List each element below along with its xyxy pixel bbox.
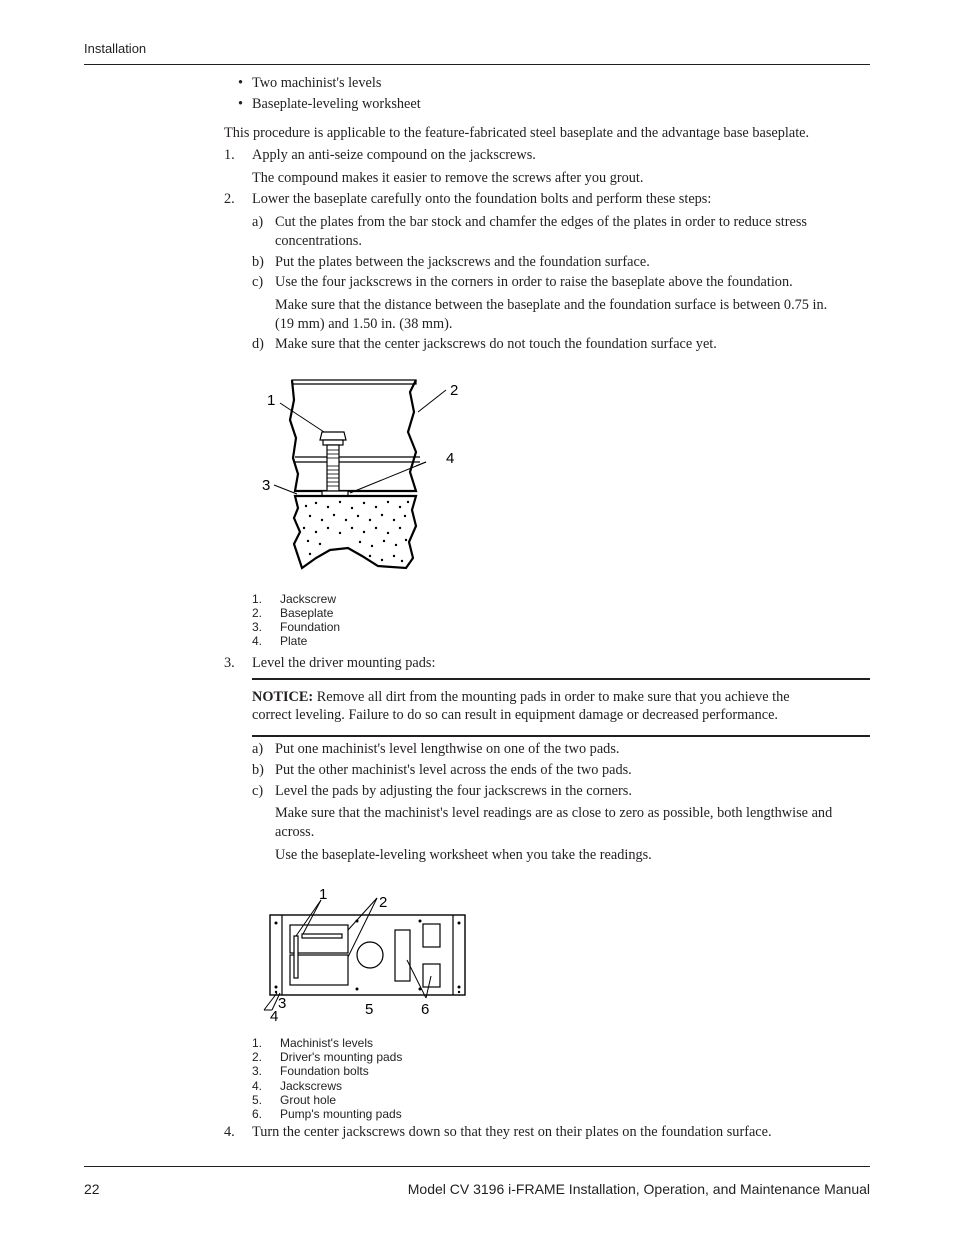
substep-text: concentrations. <box>275 233 362 249</box>
step-number: 2. <box>224 191 235 207</box>
substep-text: Put the plates between the jackscrews and the foundation surface. <box>275 254 650 270</box>
substep-text: Cut the plates from the bar stock and chamfer the edges of the plates in order to reduce stress <box>275 214 807 230</box>
step-number: 1. <box>224 147 235 163</box>
notice-bottom-rule <box>252 735 870 737</box>
intro-paragraph: This procedure is applicable to the feature-fabricated steel baseplate and the advantage base baseplate. <box>224 125 810 141</box>
callout-number: 6 <box>421 1001 430 1018</box>
substep-label: a) <box>252 214 264 230</box>
substep-note: Make sure that the machinist's level readings are as close to zero as possible, both lengthwise and <box>275 805 833 821</box>
substep-note: Make sure that the distance between the baseplate and the foundation surface is between 0.75 in. <box>275 297 828 313</box>
step-text: Apply an anti-seize compound on the jackscrews. <box>252 147 536 163</box>
substep-label: c) <box>252 274 264 290</box>
bullet-item: Two machinist's levels <box>252 75 382 91</box>
notice-text <box>252 688 790 707</box>
running-header: Installation <box>84 41 147 56</box>
notice-label: NOTICE: <box>252 689 314 705</box>
callout-number: 4 <box>446 450 455 467</box>
callout-number: 3 <box>278 995 287 1012</box>
substep-label: b) <box>252 254 264 270</box>
substep-label: a) <box>252 741 264 757</box>
step-text: Level the driver mounting pads: <box>252 655 436 671</box>
step-text: Turn the center jackscrews down so that they rest on their plates on the foundation surface. <box>252 1124 772 1140</box>
substep-label: c) <box>252 783 264 799</box>
footer-rule <box>84 1166 870 1167</box>
callout-number: 3 <box>262 477 271 494</box>
substep-note: (19 mm) and 1.50 in. (38 mm). <box>275 316 453 332</box>
manual-title: Model CV 3196 i-FRAME Installation, Operation, and Maintenance Manual <box>407 1181 870 1197</box>
step-note: The compound makes it easier to remove the screws after you grout. <box>252 170 644 186</box>
callout-number: 2 <box>450 382 459 399</box>
step-number: 4. <box>224 1124 235 1140</box>
substep-text: Use the four jackscrews in the corners in order to raise the baseplate above the foundation. <box>275 274 793 290</box>
substep-text: Level the pads by adjusting the four jackscrews in the corners. <box>275 783 632 799</box>
bullet-item: Baseplate-leveling worksheet <box>252 96 421 112</box>
callout-number: 1 <box>267 392 276 409</box>
notice-top-rule <box>252 678 870 680</box>
baseplate-top-view-figure <box>255 880 475 1030</box>
page-number: 22 <box>84 1181 100 1197</box>
substep-note: across. <box>275 824 315 840</box>
callout-number: 1 <box>319 886 328 903</box>
substep-text: Put one machinist's level lengthwise on one of the two pads. <box>275 741 620 757</box>
substep-text: Make sure that the center jackscrews do not touch the foundation surface yet. <box>275 336 717 352</box>
bullet-marker: • <box>238 96 244 112</box>
substep-text: Put the other machinist's level across the ends of the two pads. <box>275 762 632 778</box>
header-rule <box>84 64 870 65</box>
notice-line: correct leveling. Failure to do so can result in equipment damage or decreased performance. <box>252 707 778 723</box>
step-text: Lower the baseplate carefully onto the foundation bolts and perform these steps: <box>252 191 712 207</box>
substep-label: b) <box>252 762 264 778</box>
notice-line: Remove all dirt from the mounting pads in order to make sure that you achieve the <box>316 689 790 705</box>
bullet-marker: • <box>238 75 244 91</box>
step-number: 3. <box>224 655 235 671</box>
callout-number: 2 <box>379 894 388 911</box>
callout-number: 5 <box>365 1001 374 1018</box>
callout-number: 4 <box>270 1008 279 1025</box>
substep-label: d) <box>252 336 264 352</box>
jackscrew-cross-section-figure <box>250 370 480 585</box>
substep-note: Use the baseplate-leveling worksheet when you take the readings. <box>275 847 652 863</box>
